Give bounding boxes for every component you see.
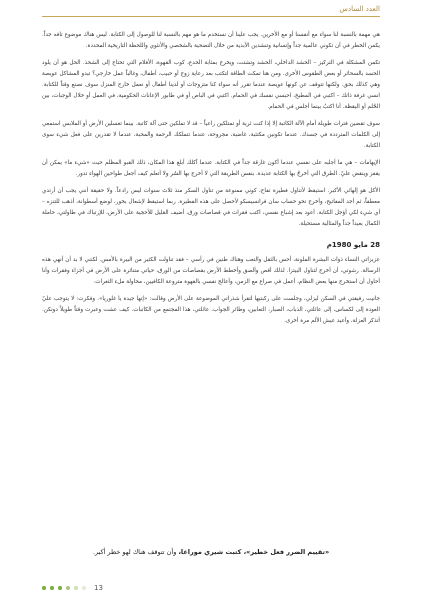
paragraph-5: الأكل هو إلهائي الأكبر. استيقظ لأتناول فطيرة تفاح، كوني ممنوعة من تناول السكر منذ ثلاث سنوات ليس رادعاً. ولا حقيقة أنني يجب أن أرتدي معطفاً، ثم أجد المفاتيح، وأخرج نحو حساب سان فرانسيسكو لأحصل على هذه الفطيرة. ربما استيقظ لإشعال بخور، لوضع أسطوانة، أذهب للتنزه – أي شيء لكي أؤجل الكتابة. أعود بعد إشباع نفسي، اكتب فقرات في قصاصات ورق، أضيف القليل للأحجية على الأرض، للإرتباك في طاولتي، حاملة الكمال بعيداً جداً والمثالية مستحيلة. bbox=[42, 188, 380, 227]
pull-quote bbox=[42, 548, 380, 556]
paragraph-1: هي مهمة بالنسبة لنا سواء مع أنفسنا أو مع الأخرين. يجب علينا أن نستخدم ما هو مهم بالنسبة لنا للوصول إلى الكتابة. ليس هناك موضوع تافه جداً. يكمن الخطر في أن تكوني عالمية جداً وإنسانية وتنشدين الأبدية من خلال التضحية بالشخصي والأنثوي واللحظة التاريخية المحددة. bbox=[42, 32, 380, 49]
paragraph-3: سوف تقضين فترات طويلة أمام الآلة الكاتبة إلا إذا كنت ثرية أو تمتلكين راعياً – قد لا تملكين حتى آلة كاتبة. بينما تغسلين الأرض أو الملابس استمعي إلى الكلمات المترددة في جسدك. عندما تكونين مكتئبة، غاضبة، مجروحة، عندما تتملكك الرحمة والمحبة، عندما لا تقدرين على فعل شيء سوى الكتابة. bbox=[42, 121, 380, 149]
entry-date-heading: 28 مايو 1980م bbox=[326, 241, 380, 249]
header-divider bbox=[42, 16, 380, 17]
footer-dot-icon bbox=[66, 586, 70, 590]
article-body bbox=[42, 30, 380, 333]
footer-dot-icon bbox=[58, 586, 62, 590]
issue-title: العدد السادس bbox=[339, 5, 380, 13]
paragraph-4: الإيهامات – هي ما أجلبه على نفسي عندما أكون غارقة جداً في الكتابة. عندما آكلك أبلغ هذا المكان، ذلك القبو المظلم حيث «شيء ما» يمكن أن يقفز وينقض عليّ. الطرق التي أخرجُ بها الكتابة عديدة. بنفس الطريقة التي لا أخرج بها السُر ولا أتعلم كيف أجعل طواحين الهواء تدور. bbox=[42, 160, 380, 177]
paragraph-2: تكمن المشكلة في التركيز – الحشد الداخلي، الحشد وتشتت، ويخرج بمثابة الحدع، كوب القهوة، الأفلام التي تحتاج إلى الشحذ. الحل هو أن يلود الحسد بالسحائر أو بعض الطقوس الأخرى. ومن هنا تمكث الطاقة لتكتب بعد رعاية زوج أو حبيب، أطفال، وغالباً عمل خارجي؟ تبدو المشاكل عويصة وهي كذلك بحق. ولكنها تتوقف عن كونها عويصة عندما تقرر أنه سواء كنا متزوجات أو لدينا أطفال أو نعمل خارج المنزل سوف نصنع وقتاً للكتابة. انسي غرفة ذاتك – اكتبي في المطبخ، احبسي نفسك في الحمام. اكتبي في الباص أو في طابور الإعانات الحكومية، في العمل أو خلال الوجبات، بين الحُلم أو اليقظة. أنا اكتبُ بينما أجلس في الحمام. bbox=[42, 60, 380, 110]
page-footer bbox=[42, 582, 103, 594]
footer-dot-icon bbox=[42, 586, 46, 590]
pull-quote-rest: وأن تتوقف هناك لهو خطر أكبر. bbox=[92, 548, 177, 556]
pull-quote-bold: «تقييم الضرر فعل خطير»، كتبت شيري موراغا، bbox=[178, 548, 330, 556]
footer-dot-icon bbox=[82, 586, 86, 590]
footer-dot-icon bbox=[50, 586, 54, 590]
footer-dot-icon bbox=[74, 586, 78, 590]
page-number: 13 bbox=[94, 584, 103, 592]
entry-paragraph-2: جانيت رفيقتي في السكن ليزلي، وجلست على ركبتيها لتقرأ شذراتي الموضوعة على الأرض وقالت: «إنها جيدة يا غلوريا». وفكرت: لا يتوجب عليّ العودة إلى لكساس، إلى عائلتي، الذباب، الصبار، التعابين، وطائر الجواب. عائلتي، هذا المجتمع من الكاتبات. كيف عشت وعبرت وقتاً طويلاً دونكن. أتذكر العزلة، وأعيد عيش الألم مرة أخرى. bbox=[42, 296, 380, 324]
entry-paragraph-1: عزيزاتي النساء ذوات البشرة الملونة، أحس بالثقل والتعب وهناك طنين في رأسي – فقد تناولت الكثير من البيرة بالأمس. لكنني لا بد أن أنهي هذه الرسالة. رشوتي، أن أخرج لتناول البيتزا. لذلك أقص وألصق وأخطط الأرض بقصاصات من الورق، حياتي متناثرة على الأرض في أجزاء وفقرات وأنا أحاول أن استخرج منها بعض النظام، أعمل في صراع مع الزمن، وأعالج نفسي بالقهوة متروعة الكافيين، محاولة ملء الثغرات. bbox=[42, 257, 380, 285]
